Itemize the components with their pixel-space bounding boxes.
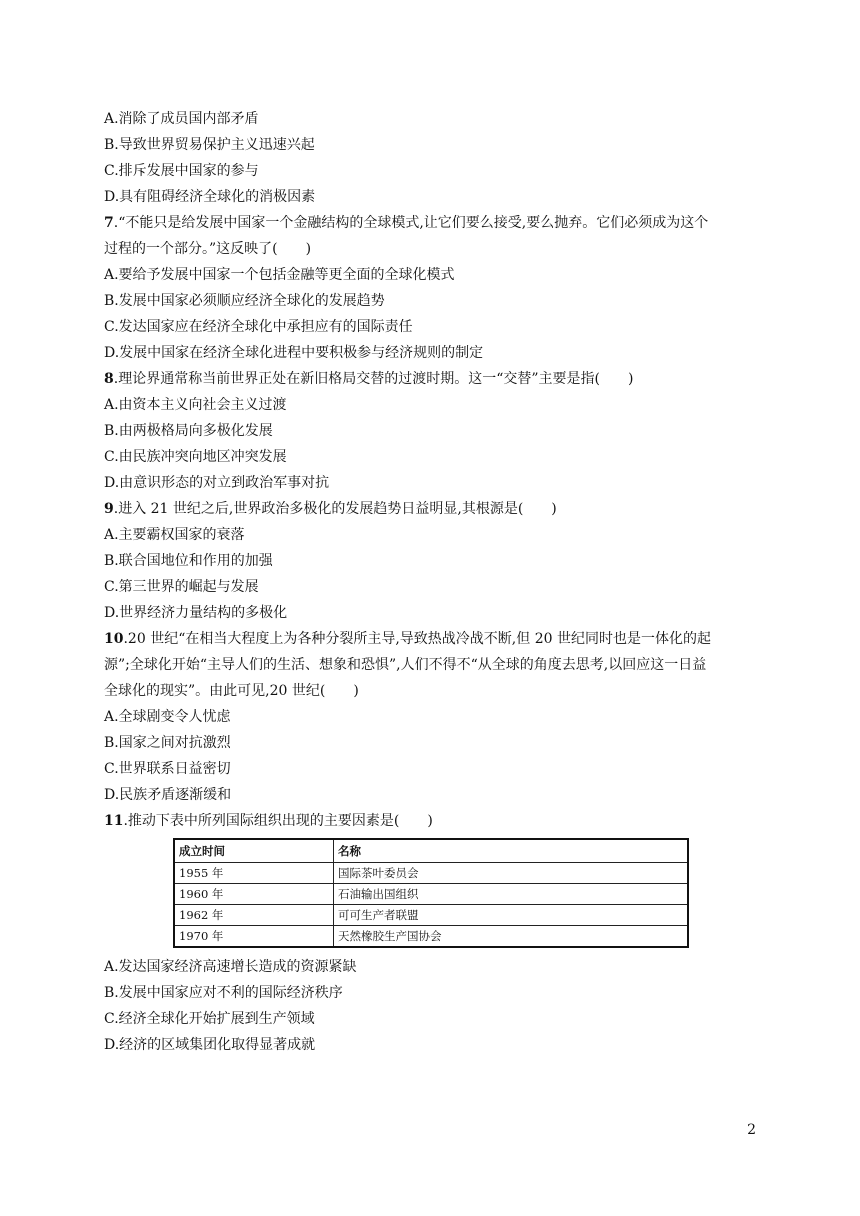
q6-option-b: B.导致世界贸易保护主义迅速兴起	[104, 137, 315, 153]
q7-stem-line1: .“不能只是给发展中国家一个金融结构的全球模式,让它们要么接受,要么抛弃。它们必须成为这个	[113, 215, 709, 231]
q10-option-c: C.世界联系日益密切	[104, 761, 231, 777]
table-row	[174, 884, 688, 905]
q11-stem	[104, 808, 764, 834]
table-row	[174, 926, 688, 948]
q10-option-b: B.国家之间对抗激烈	[104, 735, 231, 751]
q7-option-d: D.发展中国家在经济全球化进程中要积极参与经济规则的制定	[104, 345, 484, 361]
q10-number: 10	[104, 631, 124, 647]
table-cell-date: 1960 年	[174, 884, 334, 905]
question-content	[104, 106, 764, 1058]
q10-stem	[104, 626, 764, 652]
table-cell-name: 天然橡胶生产国协会	[334, 926, 689, 948]
q11-option-b: B.发展中国家应对不利的国际经济秩序	[104, 985, 343, 1001]
q7-option-b: B.发展中国家必须顺应经济全球化的发展趋势	[104, 293, 385, 309]
q9-stem	[104, 496, 764, 522]
table-header-name: 名称	[334, 839, 689, 863]
q8-stem-text: .理论界通常称当前世界正处在新旧格局交替的过渡时期。这一“交替”主要是指( )	[113, 371, 634, 387]
table-header-date: 成立时间	[174, 839, 334, 863]
q11-option-a: A.发达国家经济高速增长造成的资源紧缺	[104, 959, 357, 975]
q8-option-c: C.由民族冲突向地区冲突发展	[104, 449, 287, 465]
q11-option-c: C.经济全球化开始扩展到生产领域	[104, 1011, 315, 1027]
q10-stem-line2: 源”;全球化开始“主导人们的生活、想象和恐惧”,人们不得不“从全球的角度去思考,以回应这一日益	[104, 657, 707, 673]
page-number: 2	[747, 1122, 756, 1138]
table-cell-date: 1970 年	[174, 926, 334, 948]
q7-stem-line2: 过程的一个部分。”这反映了( )	[104, 241, 312, 257]
q8-option-b: B.由两极格局向多极化发展	[104, 423, 273, 439]
q8-number: 8	[104, 371, 114, 387]
q10-option-a: A.全球剧变令人忧虑	[104, 709, 231, 725]
q8-option-a: A.由资本主义向社会主义过渡	[104, 397, 287, 413]
q11-number: 11	[104, 813, 124, 829]
q9-number: 9	[104, 501, 114, 517]
table-row	[174, 905, 688, 926]
table-cell-name: 国际茶叶委员会	[334, 863, 689, 884]
q10-option-d: D.民族矛盾逐渐缓和	[104, 787, 232, 803]
q10-stem-line1: .20 世纪“在相当大程度上为各种分裂所主导,导致热战冷战不断,但 20 世纪同时也是一体化的起	[123, 631, 711, 647]
table-row	[174, 863, 688, 884]
q7-option-a: A.要给予发展中国家一个包括金融等更全面的全球化模式	[104, 267, 455, 283]
q6-option-a: A.消除了成员国内部矛盾	[104, 111, 259, 127]
q9-stem-text: .进入 21 世纪之后,世界政治多极化的发展趋势日益明显,其根源是( )	[113, 501, 557, 517]
q11-stem-text: .推动下表中所列国际组织出现的主要因素是( )	[123, 813, 433, 829]
q7-number: 7	[104, 215, 114, 231]
table-cell-date: 1962 年	[174, 905, 334, 926]
table-cell-date: 1955 年	[174, 863, 334, 884]
q6-option-c: C.排斥发展中国家的参与	[104, 163, 259, 179]
q7-stem	[104, 210, 764, 236]
q9-option-b: B.联合国地位和作用的加强	[104, 553, 273, 569]
table-header-row	[174, 839, 688, 863]
q9-option-a: A.主要霸权国家的衰落	[104, 527, 245, 543]
q7-option-c: C.发达国家应在经济全球化中承担应有的国际责任	[104, 319, 413, 335]
table-cell-name: 石油输出国组织	[334, 884, 689, 905]
q11-option-d: D.经济的区域集团化取得显著成就	[104, 1037, 316, 1053]
q8-stem	[104, 366, 764, 392]
q11-organizations-table	[173, 838, 689, 948]
q9-option-c: C.第三世界的崛起与发展	[104, 579, 259, 595]
q6-option-d: D.具有阻碍经济全球化的消极因素	[104, 189, 316, 205]
q10-stem-line3: 全球化的现实”。由此可见,20 世纪( )	[104, 683, 359, 699]
table-cell-name: 可可生产者联盟	[334, 905, 689, 926]
q8-option-d: D.由意识形态的对立到政治军事对抗	[104, 475, 330, 491]
q9-option-d: D.世界经济力量结构的多极化	[104, 605, 288, 621]
